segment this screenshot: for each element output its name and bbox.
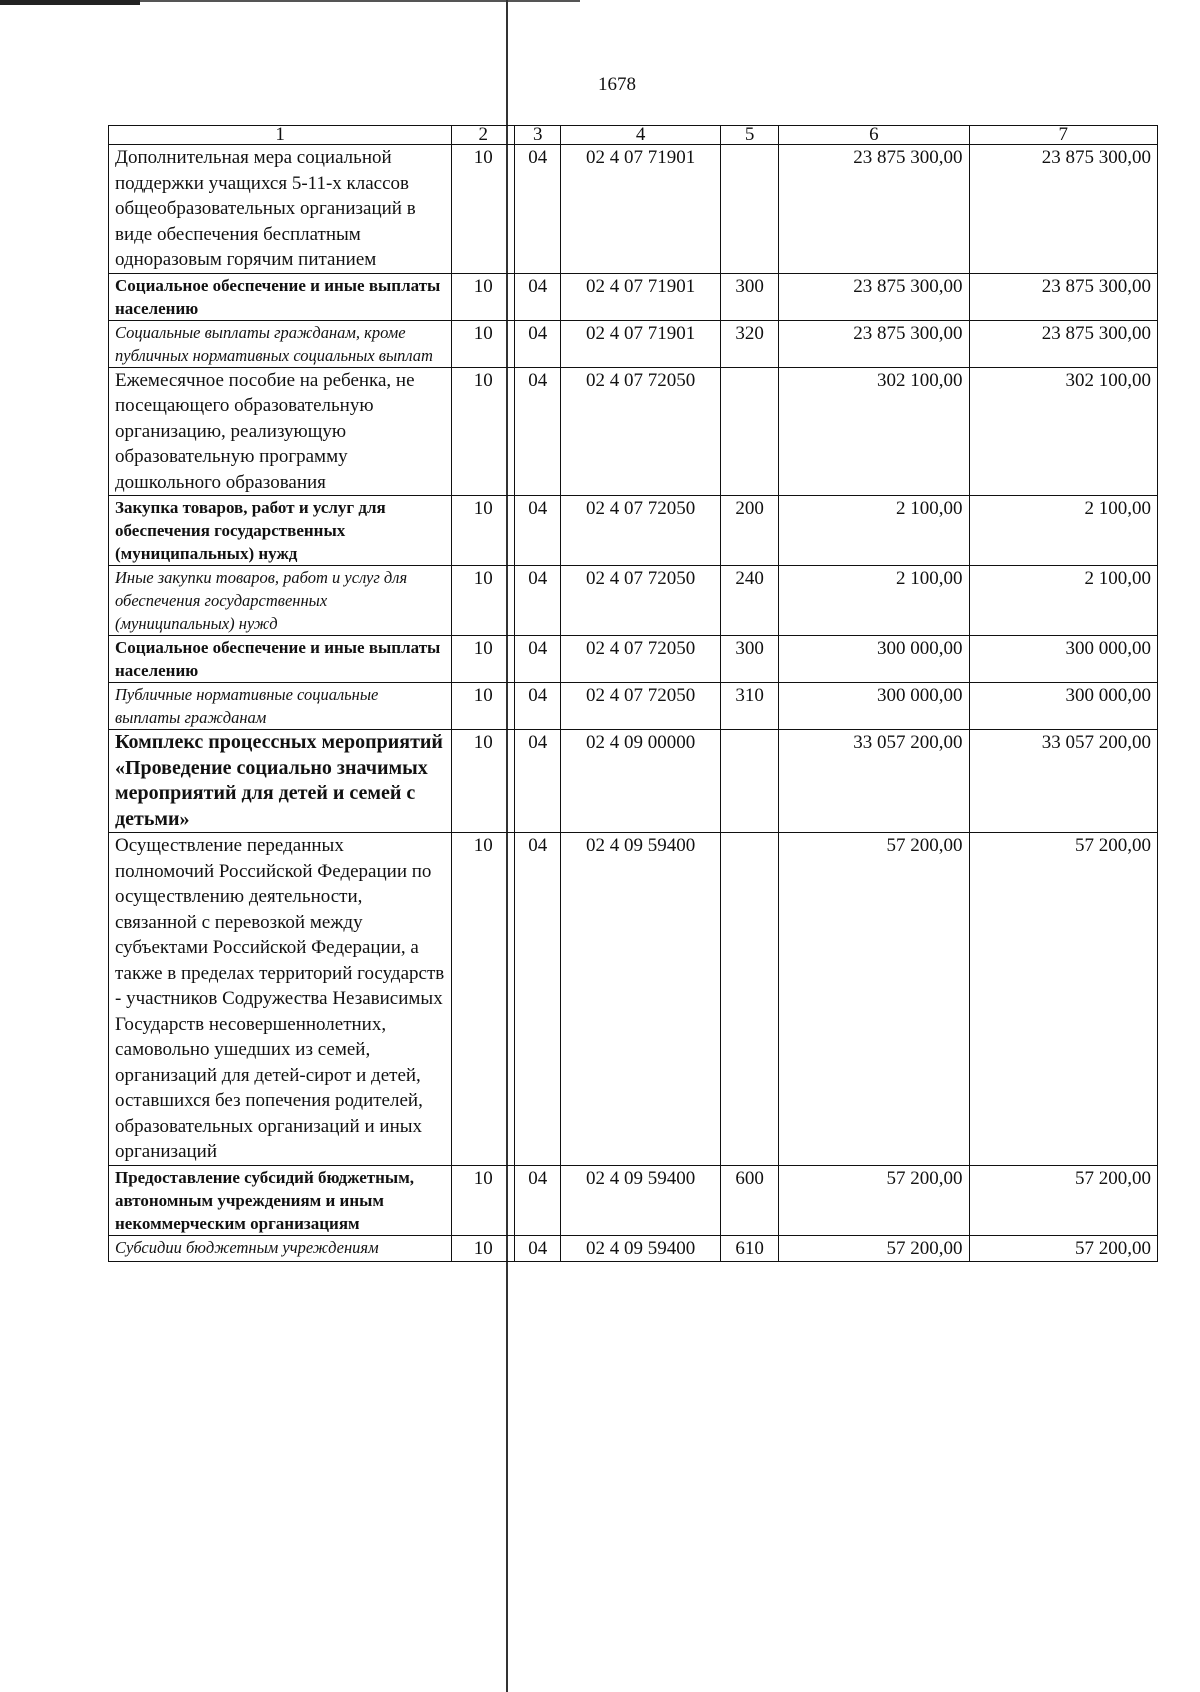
subsection-code-cell: 04 [515,145,561,274]
amount-cell-col6: 57 200,00 [779,833,969,1166]
expense-type-cell [721,367,779,496]
amount-cell-col7: 23 875 300,00 [969,145,1157,274]
subsection-code-cell: 04 [515,367,561,496]
expense-type-cell: 300 [721,636,779,683]
target-article-cell: 02 4 09 59400 [561,1235,721,1262]
section-code-cell: 10 [452,730,515,833]
amount-cell-col7: 2 100,00 [969,566,1157,636]
table-row [109,683,1158,730]
amount-cell-col7: 23 875 300,00 [969,320,1157,367]
amount-cell-col7: 23 875 300,00 [969,273,1157,320]
target-article-cell: 02 4 07 72050 [561,683,721,730]
amount-cell-col6: 23 875 300,00 [779,273,969,320]
expense-type-cell: 610 [721,1235,779,1262]
amount-cell-col7: 302 100,00 [969,367,1157,496]
header-row [109,126,1158,145]
subsection-code-cell: 04 [515,320,561,367]
row-name-cell: Публичные нормативные социальные выплаты гражданам [109,683,452,730]
section-code-cell: 10 [452,367,515,496]
target-article-cell: 02 4 07 72050 [561,566,721,636]
section-code-cell: 10 [452,145,515,274]
amount-cell-col6: 57 200,00 [779,1165,969,1235]
subsection-code-cell: 04 [515,1165,561,1235]
row-name-cell: Ежемесячное пособие на ребенка, не посещающего образовательную организацию, реализующую образовательную программу дошкольного образования [109,367,452,496]
section-code-cell: 10 [452,566,515,636]
column-header: 6 [779,126,969,145]
page-number: 1678 [598,74,636,95]
target-article-cell: 02 4 07 72050 [561,496,721,566]
amount-cell-col7: 33 057 200,00 [969,730,1157,833]
row-name-cell: Социальное обеспечение и иные выплаты населению [109,636,452,683]
expense-type-cell: 240 [721,566,779,636]
amount-cell-col6: 2 100,00 [779,566,969,636]
table-row [109,636,1158,683]
section-code-cell: 10 [452,496,515,566]
section-code-cell: 10 [452,1235,515,1262]
expense-type-cell: 310 [721,683,779,730]
amount-cell-col6: 300 000,00 [779,683,969,730]
table-row [109,320,1158,367]
target-article-cell: 02 4 07 71901 [561,273,721,320]
target-article-cell: 02 4 09 59400 [561,833,721,1166]
expense-type-cell: 320 [721,320,779,367]
table-row [109,367,1158,496]
row-name-cell: Закупка товаров, работ и услуг для обеспечения государственных (муниципальных) нужд [109,496,452,566]
expense-type-cell [721,833,779,1166]
subsection-code-cell: 04 [515,636,561,683]
row-name-cell: Предоставление субсидий бюджетным, автономным учреждениям и иным некоммерческим организациям [109,1165,452,1235]
subsection-code-cell: 04 [515,683,561,730]
amount-cell-col6: 302 100,00 [779,367,969,496]
amount-cell-col6: 33 057 200,00 [779,730,969,833]
row-name-cell: Дополнительная мера социальной поддержки учащихся 5-11-х классов общеобразовательных организаций в виде обеспечения бесплатным одноразовым горячим питанием [109,145,452,274]
expense-type-cell: 200 [721,496,779,566]
target-article-cell: 02 4 09 00000 [561,730,721,833]
row-name-cell: Иные закупки товаров, работ и услуг для обеспечения государственных (муниципальных) нужд [109,566,452,636]
section-code-cell: 10 [452,1165,515,1235]
column-header: 3 [515,126,561,145]
subsection-code-cell: 04 [515,273,561,320]
target-article-cell: 02 4 09 59400 [561,1165,721,1235]
row-name-cell: Субсидии бюджетным учреждениям [109,1235,452,1262]
subsection-code-cell: 04 [515,730,561,833]
amount-cell-col6: 57 200,00 [779,1235,969,1262]
table-row [109,566,1158,636]
row-name-cell: Социальные выплаты гражданам, кроме публичных нормативных социальных выплат [109,320,452,367]
column-header: 5 [721,126,779,145]
section-code-cell: 10 [452,833,515,1166]
expense-type-cell: 600 [721,1165,779,1235]
column-header: 2 [452,126,515,145]
target-article-cell: 02 4 07 72050 [561,367,721,496]
amount-cell-col6: 2 100,00 [779,496,969,566]
column-header: 7 [969,126,1157,145]
amount-cell-col6: 300 000,00 [779,636,969,683]
table-row [109,833,1158,1166]
row-name-cell: Комплекс процессных мероприятий «Проведение социально значимых мероприятий для детей и семей с детьми» [109,730,452,833]
scan-artifact-bar [0,0,140,5]
subsection-code-cell: 04 [515,833,561,1166]
amount-cell-col7: 2 100,00 [969,496,1157,566]
column-header: 4 [561,126,721,145]
subsection-code-cell: 04 [515,566,561,636]
scan-artifact-line [140,0,580,2]
amount-cell-col7: 57 200,00 [969,1235,1157,1262]
amount-cell-col7: 300 000,00 [969,683,1157,730]
table-row [109,1165,1158,1235]
section-code-cell: 10 [452,636,515,683]
target-article-cell: 02 4 07 72050 [561,636,721,683]
section-code-cell: 10 [452,273,515,320]
row-name-cell: Осуществление переданных полномочий Российской Федерации по осуществлению деятельности, связанной с перевозкой между субъектами Российской Федерации, а также в пределах территорий государств - участников Содружества Независимых Государств несовершеннолетних, самовольно ушедших из семей, организаций для детей-сирот и детей, оставшихся без попечения родителей, образовательных организаций и иных организаций [109,833,452,1166]
table-row [109,273,1158,320]
section-code-cell: 10 [452,320,515,367]
subsection-code-cell: 04 [515,496,561,566]
table-row [109,496,1158,566]
budget-table [108,125,1158,1262]
target-article-cell: 02 4 07 71901 [561,145,721,274]
amount-cell-col7: 57 200,00 [969,1165,1157,1235]
table-row [109,145,1158,274]
table-row [109,730,1158,833]
expense-type-cell [721,145,779,274]
amount-cell-col6: 23 875 300,00 [779,145,969,274]
subsection-code-cell: 04 [515,1235,561,1262]
amount-cell-col7: 300 000,00 [969,636,1157,683]
column-header: 1 [109,126,452,145]
table-row [109,1235,1158,1262]
target-article-cell: 02 4 07 71901 [561,320,721,367]
section-code-cell: 10 [452,683,515,730]
expense-type-cell: 300 [721,273,779,320]
row-name-cell: Социальное обеспечение и иные выплаты населению [109,273,452,320]
amount-cell-col6: 23 875 300,00 [779,320,969,367]
expense-type-cell [721,730,779,833]
amount-cell-col7: 57 200,00 [969,833,1157,1166]
